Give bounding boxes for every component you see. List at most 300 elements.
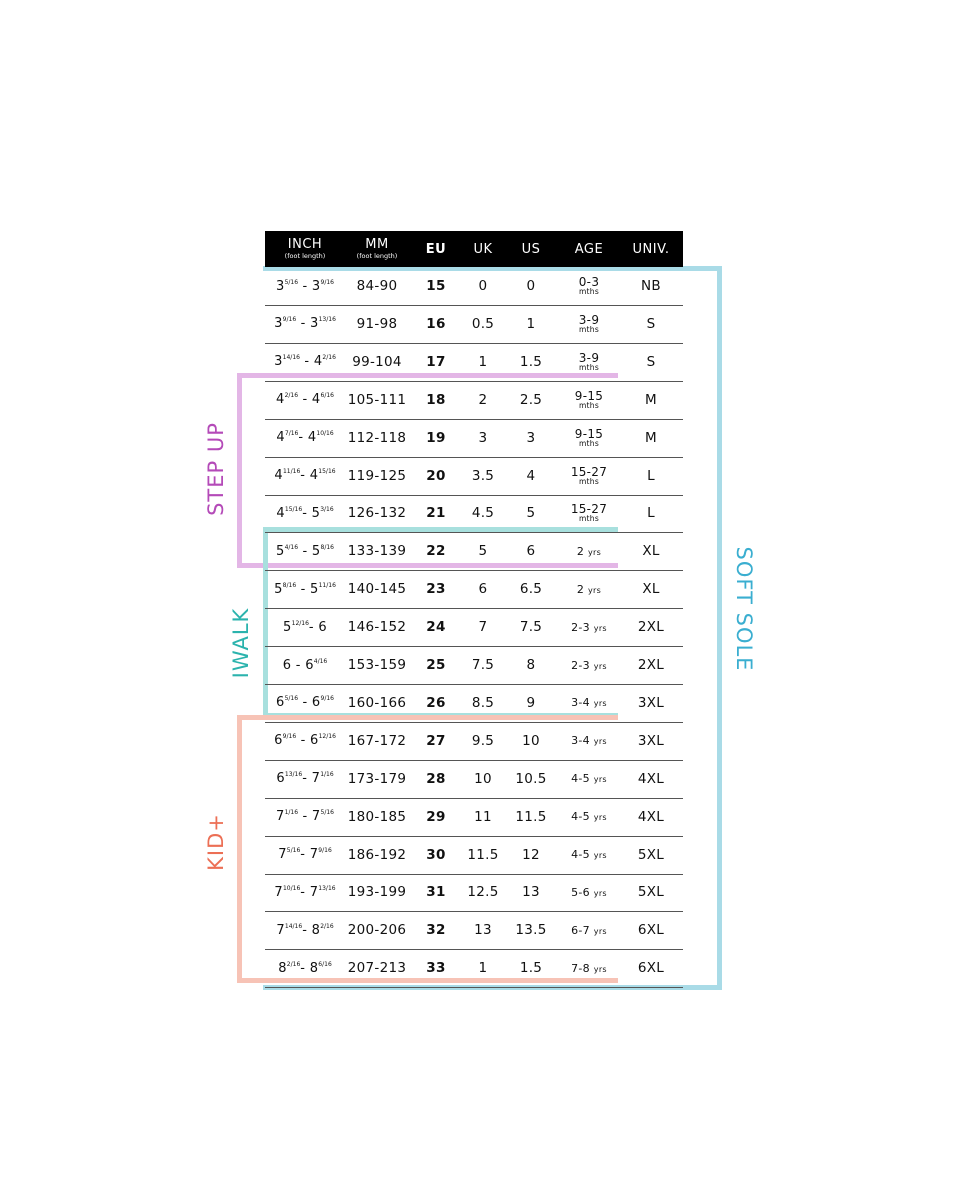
inch-separator: - [300, 847, 310, 862]
inch-from-whole: 5 [274, 581, 283, 597]
age-value: 3-9 [578, 350, 600, 365]
cell-age [561, 457, 617, 495]
cell-age [561, 305, 617, 343]
age-number: 2 [576, 544, 585, 558]
univ-value: S [646, 353, 656, 370]
cell-uk [465, 608, 501, 646]
cell-uk [465, 760, 501, 798]
age-unit: yrs [593, 813, 607, 823]
mm-value: 160-166 [347, 694, 407, 711]
cell-uk [465, 570, 501, 608]
us-value: 10.5 [515, 770, 547, 787]
cell-age [561, 911, 617, 949]
cell-inch [273, 343, 337, 381]
header-eu [421, 231, 451, 267]
mm-value: 126-132 [347, 505, 407, 522]
inch-from-whole: 6 [276, 771, 285, 787]
inch-from-fraction: 9/16 [282, 733, 297, 741]
inch-from-whole: 4 [276, 505, 285, 521]
cell-univ [623, 305, 679, 343]
mm-value: 167-172 [347, 732, 407, 749]
inch-to-fraction: 9/16 [318, 847, 332, 854]
inch-range [276, 430, 333, 445]
cell-us [511, 608, 551, 646]
age-number: 2-3 [571, 620, 590, 634]
age-unit: mths [578, 400, 600, 410]
age-value [571, 886, 607, 899]
inch-to-fraction: 13/16 [318, 884, 336, 892]
table-row [265, 722, 683, 761]
cell-univ [623, 381, 679, 419]
age-value: 15-27 [570, 464, 608, 479]
age-value: 3-9 [578, 312, 600, 327]
cell-inch [273, 381, 337, 419]
univ-value: 6XL [637, 922, 665, 939]
uk-value: 3.5 [471, 467, 495, 484]
table-row [265, 457, 683, 496]
inch-from-fraction: 7/16 [284, 430, 299, 438]
age-value [577, 583, 601, 596]
inch-to-whole: 5 [310, 581, 319, 597]
eu-value: 21 [426, 505, 446, 522]
cell-us [511, 836, 551, 874]
inch-separator: - [298, 809, 312, 825]
uk-value: 9.5 [471, 732, 495, 749]
inch-to-whole: 8 [309, 960, 319, 976]
inch-to-fraction: 6/16 [320, 392, 334, 400]
us-value: 3 [526, 429, 536, 446]
age-value [571, 848, 607, 861]
mm-value: 173-179 [347, 770, 407, 787]
age-value [571, 621, 607, 634]
header-us [511, 231, 551, 267]
inch-range [278, 961, 332, 976]
cell-uk [465, 684, 501, 722]
inch-range [274, 733, 336, 748]
header-inch-label: INCH [287, 237, 323, 252]
cell-age [561, 494, 617, 532]
cell-eu [421, 684, 451, 722]
inch-to-whole: 8 [311, 922, 321, 938]
cell-age [561, 532, 617, 570]
univ-value: XL [642, 581, 660, 598]
cell-us [511, 267, 551, 305]
inch-from-fraction: 10/16 [282, 884, 301, 892]
cell-univ [623, 608, 679, 646]
inch-from-whole: 7 [278, 847, 287, 862]
cell-inch [273, 684, 337, 722]
us-value: 4 [526, 467, 536, 484]
uk-value: 0 [478, 278, 488, 294]
uk-value: 2 [478, 391, 488, 408]
eu-value: 19 [426, 429, 446, 446]
age-value [577, 545, 601, 558]
age-unit: yrs [593, 737, 607, 747]
inch-to-fraction: 9/16 [320, 695, 334, 703]
age-number: 4-5 [571, 772, 590, 786]
inch-to-whole: 4 [313, 354, 323, 370]
mm-value: 186-192 [347, 846, 407, 863]
cell-age [561, 684, 617, 722]
cell-age [561, 646, 617, 684]
inch-to-whole: 5 [311, 543, 321, 559]
inch-separator: - [298, 543, 312, 559]
uk-value: 1 [478, 353, 488, 370]
mm-value: 180-185 [347, 808, 407, 825]
table-row [265, 873, 683, 912]
inch-to-whole: 6 [318, 619, 327, 635]
eu-value: 20 [426, 467, 446, 484]
age-number: 6-7 [571, 923, 590, 937]
cell-age [561, 381, 617, 419]
us-value: 6.5 [519, 581, 543, 598]
age-value: 15-27 [570, 502, 608, 517]
table-row [265, 570, 683, 609]
age-value [571, 659, 607, 672]
cell-mm [347, 722, 407, 760]
us-value: 5 [526, 505, 536, 522]
inch-to-whole: 6 [311, 695, 321, 711]
cell-us [511, 646, 551, 684]
univ-value: 5XL [637, 884, 665, 901]
inch-to-fraction: 2/16 [320, 922, 334, 930]
cell-us [511, 760, 551, 798]
univ-value: 2XL [637, 619, 665, 636]
cell-inch [273, 419, 337, 457]
cell-eu [421, 305, 451, 343]
cell-eu [421, 760, 451, 798]
kid-plus-label: KID+ [204, 813, 228, 871]
cell-inch [273, 722, 337, 760]
table-row [265, 494, 683, 533]
eu-value: 33 [426, 960, 446, 977]
cell-univ [623, 570, 679, 608]
cell-univ [623, 911, 679, 949]
inch-to-fraction: 4/16 [313, 657, 328, 665]
eu-value: 29 [426, 808, 446, 825]
uk-value: 13 [474, 922, 492, 939]
inch-from-fraction: 8/16 [282, 581, 297, 589]
cell-eu [421, 494, 451, 532]
eu-value: 28 [426, 770, 446, 787]
uk-value: 11.5 [467, 846, 499, 863]
uk-value: 0.5 [471, 315, 495, 332]
inch-separator: - [298, 278, 312, 294]
inch-separator: - [298, 695, 312, 711]
inch-to-whole: 3 [311, 278, 321, 294]
cell-age [561, 722, 617, 760]
mm-value: 146-152 [347, 619, 407, 636]
age-number: 4-5 [571, 848, 590, 861]
table-row [265, 267, 683, 306]
cell-mm [347, 873, 407, 911]
eu-value: 24 [426, 619, 446, 636]
inch-to-fraction: 1/16 [320, 771, 334, 779]
cell-us [511, 911, 551, 949]
cell-eu [421, 608, 451, 646]
cell-mm [347, 911, 407, 949]
cell-mm [347, 684, 407, 722]
header-eu-label: EU [425, 241, 447, 257]
us-value: 0 [526, 278, 536, 294]
inch-range [274, 885, 335, 900]
cell-univ [623, 267, 679, 305]
cell-uk [465, 381, 501, 419]
header-inch [273, 231, 337, 267]
inch-from-fraction: 1/16 [284, 809, 299, 817]
eu-value: 25 [426, 657, 446, 673]
cell-us [511, 570, 551, 608]
age-unit: yrs [593, 699, 607, 709]
cell-age [561, 570, 617, 608]
table-row [265, 911, 683, 950]
inch-range [278, 847, 332, 862]
inch-separator: - [302, 771, 312, 787]
cell-inch [273, 760, 337, 798]
cell-us [511, 381, 551, 419]
header-univ [623, 231, 679, 267]
eu-value: 30 [426, 846, 446, 863]
header-mm-label: MM [365, 237, 389, 252]
inch-range [274, 582, 336, 597]
cell-eu [421, 267, 451, 305]
cell-inch [273, 570, 337, 608]
inch-to-fraction: 11/16 [318, 581, 336, 589]
mm-value: 153-159 [347, 657, 407, 673]
inch-from-fraction: 5/16 [284, 278, 299, 286]
inch-separator: - [291, 657, 306, 673]
inch-range [274, 468, 335, 483]
cell-us [511, 798, 551, 836]
mm-value: 99-104 [352, 353, 402, 370]
inch-to-whole: 7 [311, 809, 321, 825]
eu-value: 23 [426, 581, 446, 598]
inch-to-fraction: 10/16 [316, 430, 334, 438]
cell-eu [421, 873, 451, 911]
inch-from-whole: 4 [276, 430, 285, 446]
inch-from-fraction: 2/16 [284, 392, 299, 400]
eu-value: 26 [426, 694, 446, 711]
cell-mm [347, 267, 407, 305]
mm-value: 207-213 [347, 960, 407, 977]
inch-to-whole: 5 [311, 505, 321, 521]
cell-uk [465, 305, 501, 343]
eu-value: 32 [426, 922, 446, 939]
inch-separator: - [300, 884, 310, 900]
inch-separator: - [296, 733, 311, 749]
cell-us [511, 419, 551, 457]
mm-value: 133-139 [347, 543, 407, 560]
uk-value: 7 [478, 619, 488, 636]
mm-value: 193-199 [347, 884, 407, 901]
age-unit: yrs [588, 547, 602, 557]
cell-univ [623, 722, 679, 760]
inch-to-whole: 4 [309, 468, 319, 483]
inch-from-fraction: 11/16 [282, 468, 301, 475]
cell-inch [273, 911, 337, 949]
inch-from-fraction: 14/16 [284, 922, 303, 930]
cell-univ [623, 760, 679, 798]
cell-mm [347, 532, 407, 570]
age-value [571, 696, 607, 709]
inch-separator: - [299, 354, 314, 370]
cell-age [561, 836, 617, 874]
us-value: 1.5 [519, 960, 543, 977]
univ-value: L [647, 467, 655, 484]
table-row [265, 608, 683, 647]
age-unit: yrs [593, 775, 607, 785]
us-value: 6 [526, 543, 536, 560]
univ-value: XL [642, 543, 660, 560]
table-row [265, 798, 683, 837]
soft-sole-label: SOFT SOLE [732, 546, 756, 672]
uk-value: 12.5 [467, 884, 499, 901]
inch-to-whole: 4 [307, 430, 317, 446]
eu-value: 16 [426, 315, 446, 332]
age-number: 2-3 [571, 658, 590, 672]
inch-from-fraction: 15/16 [284, 505, 303, 513]
inch-range [276, 771, 333, 786]
cell-inch [273, 798, 337, 836]
table-row [265, 760, 683, 799]
inch-from-fraction: 13/16 [284, 771, 303, 779]
cell-mm [347, 570, 407, 608]
univ-value: 4XL [637, 808, 665, 825]
inch-from-whole: 6 [282, 657, 292, 673]
cell-mm [347, 608, 407, 646]
inch-range [283, 620, 327, 635]
inch-separator: - [296, 316, 311, 332]
mm-value: 91-98 [356, 315, 398, 332]
inch-to-fraction: 3/16 [320, 505, 334, 513]
inch-separator: - [308, 619, 319, 635]
table-row [265, 949, 683, 988]
mm-value: 119-125 [347, 467, 407, 484]
inch-from-whole: 4 [274, 468, 283, 483]
cell-mm [347, 457, 407, 495]
inch-range [276, 392, 334, 407]
cell-us [511, 305, 551, 343]
univ-value: 4XL [637, 770, 665, 787]
cell-uk [465, 532, 501, 570]
cell-uk [465, 267, 501, 305]
inch-from-whole: 3 [274, 316, 283, 332]
table-header [265, 231, 683, 267]
univ-value: M [645, 429, 657, 446]
inch-from-whole: 7 [276, 809, 285, 825]
age-unit: mths [578, 287, 600, 296]
cell-age [561, 608, 617, 646]
cell-eu [421, 457, 451, 495]
us-value: 13 [522, 884, 540, 901]
cell-age [561, 343, 617, 381]
cell-inch [273, 873, 337, 911]
inch-to-fraction: 9/16 [320, 278, 334, 286]
inch-separator: - [302, 922, 312, 938]
header-age-label: AGE [574, 241, 604, 257]
cell-uk [465, 646, 501, 684]
inch-to-whole: 3 [310, 316, 319, 332]
cell-eu [421, 949, 451, 987]
cell-inch [273, 267, 337, 305]
inch-from-whole: 6 [274, 733, 283, 749]
age-unit: yrs [593, 964, 607, 974]
cell-univ [623, 684, 679, 722]
inch-from-fraction: 5/16 [284, 695, 299, 703]
inch-from-whole: 7 [274, 884, 283, 900]
cell-mm [347, 305, 407, 343]
cell-uk [465, 873, 501, 911]
age-unit: mths [578, 324, 600, 334]
cell-univ [623, 798, 679, 836]
univ-value: M [645, 391, 657, 408]
eu-value: 22 [426, 543, 446, 560]
inch-range [276, 544, 334, 559]
inch-from-whole: 3 [276, 278, 285, 294]
univ-value: 5XL [637, 846, 665, 863]
cell-mm [347, 760, 407, 798]
uk-value: 7.5 [471, 657, 495, 673]
inch-to-fraction: 8/16 [320, 543, 334, 551]
cell-us [511, 494, 551, 532]
cell-eu [421, 570, 451, 608]
table-row [265, 381, 683, 420]
age-value [571, 924, 607, 937]
cell-inch [273, 949, 337, 987]
iwalk-label: IWALK [229, 607, 253, 679]
cell-univ [623, 949, 679, 987]
uk-value: 1 [478, 960, 488, 977]
inch-separator: - [298, 430, 308, 446]
cell-eu [421, 911, 451, 949]
cell-us [511, 343, 551, 381]
cell-us [511, 684, 551, 722]
us-value: 1.5 [519, 353, 543, 370]
cell-mm [347, 798, 407, 836]
cell-eu [421, 532, 451, 570]
step-up-label: STEP UP [204, 422, 228, 516]
cell-eu [421, 419, 451, 457]
inch-to-fraction: 15/16 [318, 468, 336, 475]
us-value: 7.5 [519, 619, 543, 636]
inch-separator: - [296, 581, 311, 597]
cell-eu [421, 381, 451, 419]
cell-uk [465, 722, 501, 760]
cell-uk [465, 949, 501, 987]
eu-value: 27 [426, 732, 446, 749]
us-value: 1 [526, 315, 536, 332]
age-unit: mths [578, 438, 600, 448]
cell-univ [623, 532, 679, 570]
mm-value: 200-206 [347, 922, 407, 939]
inch-from-whole: 6 [276, 695, 285, 711]
inch-from-whole: 5 [276, 543, 285, 559]
cell-age [561, 267, 617, 305]
age-unit: yrs [593, 661, 607, 671]
cell-mm [347, 381, 407, 419]
table-row [265, 343, 683, 382]
header-mm [347, 231, 407, 267]
cell-univ [623, 343, 679, 381]
cell-mm [347, 646, 407, 684]
cell-eu [421, 722, 451, 760]
cell-eu [421, 646, 451, 684]
us-value: 11.5 [515, 808, 547, 825]
table-row [265, 684, 683, 723]
header-uk-label: UK [473, 241, 493, 257]
cell-uk [465, 419, 501, 457]
cell-univ [623, 873, 679, 911]
